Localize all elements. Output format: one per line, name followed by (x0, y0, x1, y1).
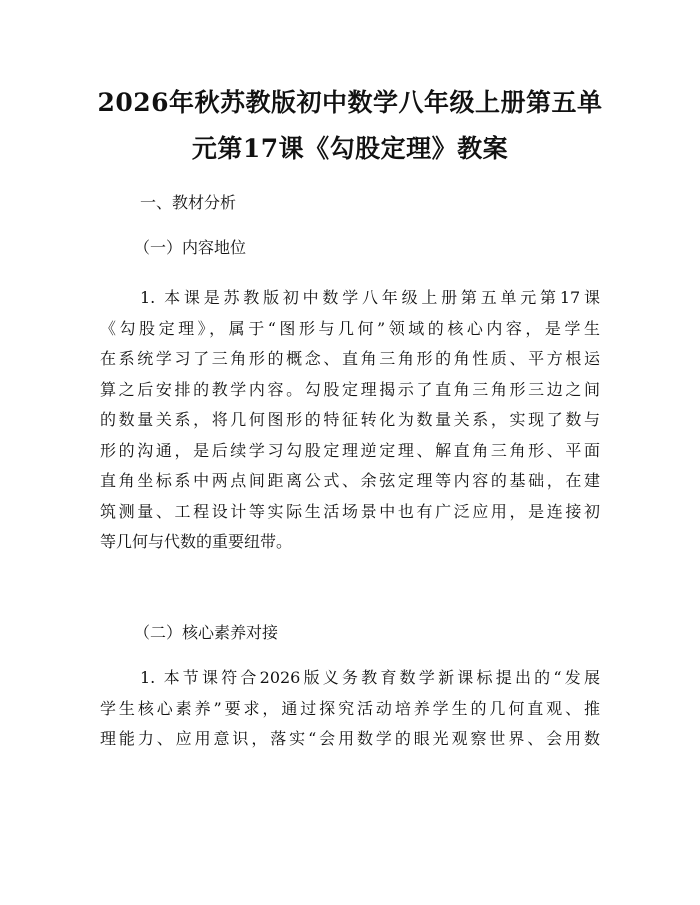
paragraph-line: 的数量关系，将几何图形的特征转化为数量关系，实现了数与 (100, 410, 600, 429)
paragraph-line: 《勾股定理》，属于“图形与几何”领域的核心内容，是学生 (100, 318, 600, 338)
paragraph-line: 理能力、应用意识，落实“会用数学的眼光观察世界、会用数 (100, 729, 600, 748)
section-heading-textbook-analysis: 一、教材分析 (140, 193, 237, 212)
paragraph-line: 在系统学习了三角形的概念、直角三角形的角性质、平方根运 (100, 349, 600, 368)
title-line-1: 2026年秋苏教版初中数学八年级上册第五单 (97, 88, 603, 117)
paragraph-core-literacy (100, 663, 600, 755)
paragraph-line: 形的沟通，是后续学习勾股定理逆定理、解直角三角形、平面 (100, 440, 600, 460)
subsection-heading-core-literacy: （二）核心素养对接 (134, 623, 279, 642)
paragraph-line: 直角坐标系中两点间距离公式、余弦定理等内容的基础，在建 (100, 471, 600, 490)
paragraph-line: 1. 本节课符合2026版义务教育数学新课标提出的“发展 (140, 668, 600, 687)
paragraph-line: 筑测量、工程设计等实际生活场景中也有广泛应用，是连接初 (100, 501, 600, 521)
subsection-heading-content-position: （一）内容地位 (134, 238, 247, 257)
paragraph-line: 学生核心素养”要求，通过探究活动培养学生的几何直观、推 (100, 698, 600, 718)
paragraph-content-position (100, 283, 600, 558)
document-title (96, 80, 604, 172)
title-line-2: 元第17课《勾股定理》教案 (191, 134, 509, 163)
paragraph-line: 1. 本课是苏教版初中数学八年级上册第五单元第17课 (140, 288, 600, 307)
paragraph-line: 算之后安排的教学内容。勾股定理揭示了直角三角形三边之间 (100, 379, 600, 399)
paragraph-line: 等几何与代数的重要纽带。 (100, 532, 293, 551)
